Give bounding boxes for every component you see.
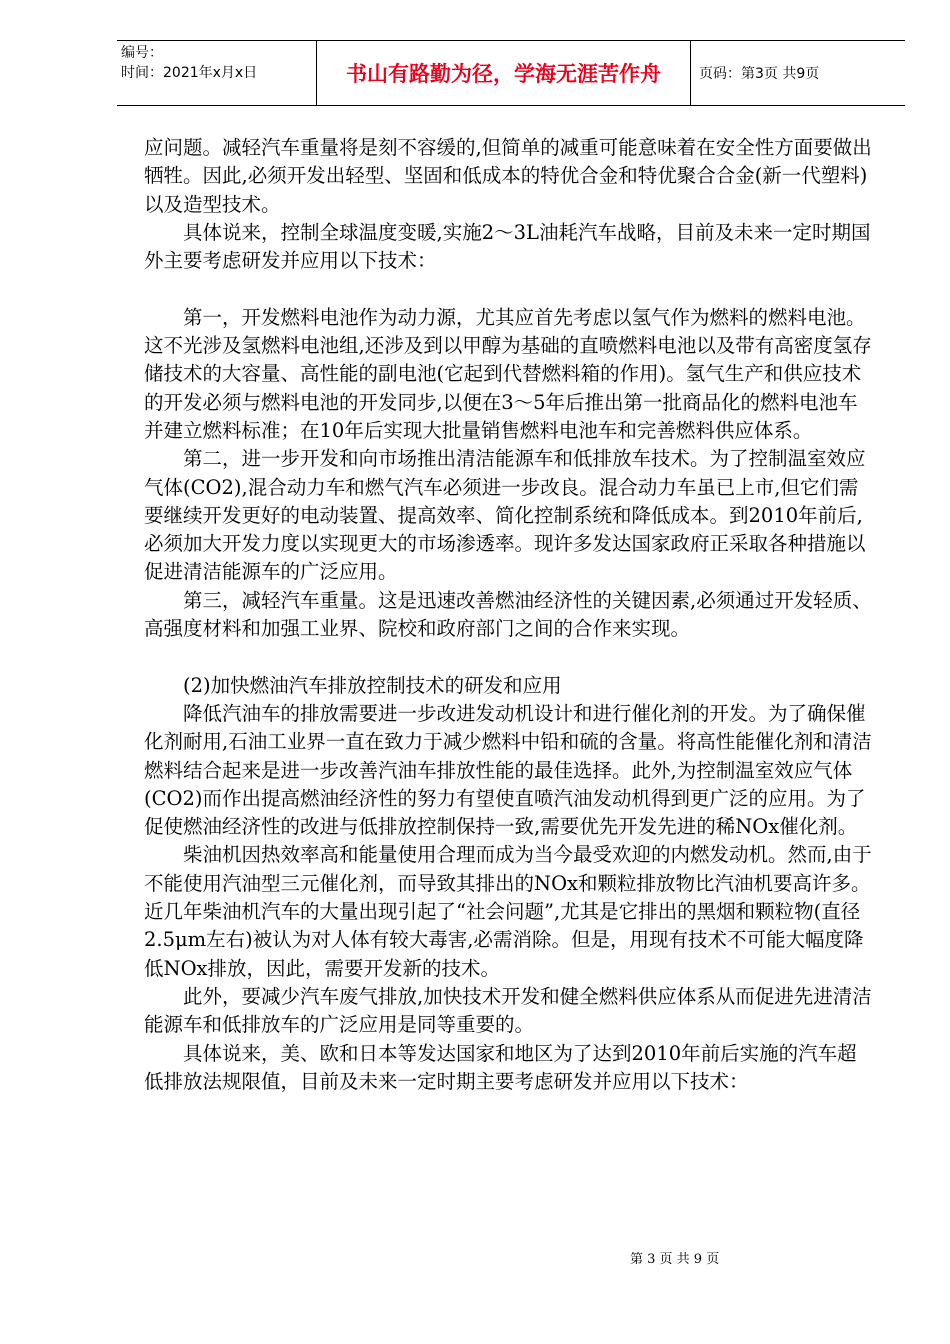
header-page-label: 页码：第3页 共9页 (699, 66, 820, 82)
paragraph: 具体说来，控制全球温度变暖,实施2～3L油耗汽车战略，目前及未来一定时期国外主要考虑研发并应用以下技术： (144, 220, 871, 273)
paragraph: 应问题。减轻汽车重量将是刻不容缓的,但简单的减重可能意味着在安全性方面要做出牺牲。因此,必须开发出轻型、坚固和低成本的特优合金和特优聚合合金(新一代塑料)以及造型技术。 (144, 136, 872, 216)
document-body (144, 134, 874, 1096)
document-number-label: 编号： (121, 45, 163, 61)
document-time-label: 时间：2021年x月x日 (121, 65, 258, 81)
paragraph: 此外，要减少汽车废气排放,加快技术开发和健全燃料供应体系从而促进先进清洁能源车和低排放车的广泛应用是同等重要的。 (144, 984, 872, 1037)
paragraph: 第一，开发燃料电池作为动力源，尤其应首先考虑以氢气作为燃料的燃料电池。这不光涉及氢燃料电池组,还涉及到以甲醇为基础的直喷燃料电池以及带有高密度氢存储技术的大容量、高性能的副电池(它起到代替燃料箱的作用)。氢气生产和供应技术的开发必须与燃料电池的开发同步,以便在3～5年后推出第一批商品化的燃料电池车并建立燃料标准；在10年后实现大批量销售燃料电池车和完善燃料供应体系。 (144, 305, 872, 442)
paragraph: 降低汽油车的排放需要进一步改进发动机设计和进行催化剂的开发。为了确保催化剂耐用,石油工业界一直在致力于减少燃料中铅和硫的含量。将高性能催化剂和清洁燃料结合起来是进一步改善汽油车排放性能的最佳选择。此外,为控制温室效应气体(CO2)而作出提高燃油经济性的努力有望使直喷汽油发动机得到更广泛的应用。为了促使燃油经济性的改进与低排放控制保持一致,需要优先开发先进的稀NOx催化剂。 (144, 701, 872, 839)
paragraph-gap (144, 643, 874, 671)
paragraph: 具体说来，美、欧和日本等发达国家和地区为了达到2010年前后实施的汽车超低排放法规限值，目前及未来一定时期主要考虑研发并应用以下技术： (144, 1041, 857, 1093)
paragraph-gap (144, 275, 874, 303)
header-meta (117, 41, 317, 105)
section-heading: (2)加快燃油汽车排放控制技术的研发和应用 (183, 673, 562, 697)
page-header (117, 40, 905, 106)
paragraph: 第二，进一步开发和向市场推出清洁能源车和低排放车技术。为了控制温室效应气体(CO2),混合动力车和燃气汽车必须进一步改良。混合动力车虽已上市,但它们需要继续开发更好的电动装置、提高效率、简化控制系统和降低成本。到2010年前后,必须加大开发力度以实现更大的市场渗透率。现许多发达国家政府正采取各种措施以促进清洁能源车的广泛应用。 (144, 447, 866, 584)
page-footer (0, 1248, 950, 1267)
paragraph: 第三，减轻汽车重量。这是迅速改善燃油经济性的关键因素,必须通过开发轻质、高强度材料和加强工业界、院校和政府部门之间的合作来实现。 (144, 588, 872, 641)
paragraph: 柴油机因热效率高和能量使用合理而成为当今最受欢迎的内燃发动机。然而,由于不能使用汽油型三元催化剂，而导致其排出的NOx和颗粒排放物比汽油机要高许多。近几年柴油机汽车的大量出现引起了“社会问题”,尤其是它排出的黑烟和颗粒物(直径2.5μm左右)被认为对人体有较大毒害,必需消除。但是，用现有技术不可能大幅度降低NOx排放，因此，需要开发新的技术。 (144, 843, 872, 980)
header-motto: 书山有路勤为径，学海无涯苦作舟 (317, 41, 691, 105)
footer-page-number: 第 3 页 共 9 页 (630, 1252, 720, 1267)
